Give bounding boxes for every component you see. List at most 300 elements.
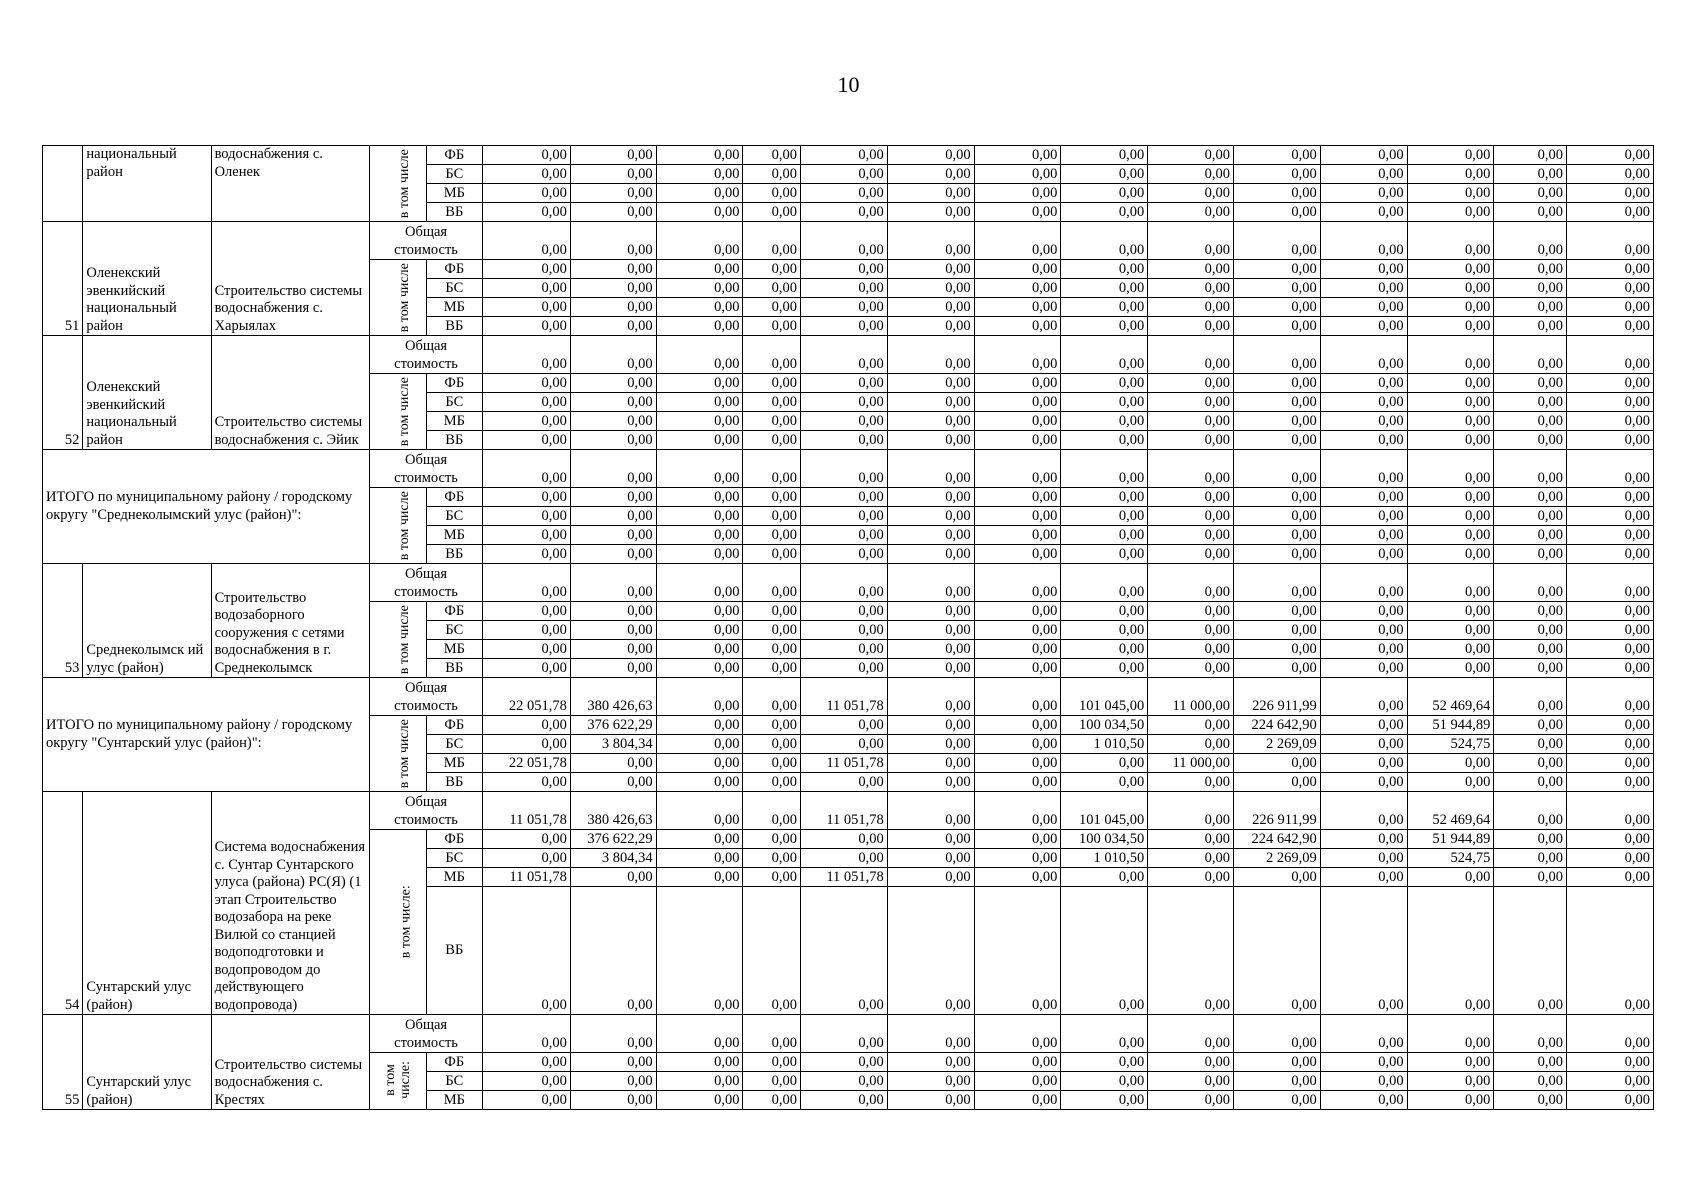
value-cell: 0,00	[1567, 1091, 1654, 1110]
value-cell: 0,00	[1061, 393, 1148, 412]
value-cell: 0,00	[801, 298, 888, 317]
row-number: 54	[43, 792, 83, 1015]
value-cell: 0,00	[1320, 317, 1407, 336]
object-name: водоснабжения с. Оленек	[211, 146, 369, 222]
value-cell: 0,00	[1061, 1015, 1148, 1053]
value-cell: 0,00	[1148, 621, 1234, 640]
value-cell: 0,00	[656, 488, 743, 507]
value-cell: 0,00	[1407, 222, 1494, 260]
value-cell: 0,00	[887, 868, 974, 887]
value-cell: 0,00	[1148, 1053, 1234, 1072]
value-cell: 0,00	[887, 336, 974, 374]
in-total-text: в том числе:	[398, 885, 414, 959]
value-cell: 0,00	[801, 621, 888, 640]
value-cell: 0,00	[1148, 222, 1234, 260]
value-cell: 0,00	[1233, 621, 1320, 640]
value-cell: 0,00	[570, 545, 656, 564]
object-name: Система водоснабжения с. Сунтар Сунтарского улуса (района) РС(Я) (1 этап Строительство водозабора на реке Вилюй со станцией водоподготовки и водопроводом до действующего водопровода)	[211, 792, 369, 1015]
value-cell: 0,00	[801, 336, 888, 374]
value-cell: 0,00	[1320, 279, 1407, 298]
value-cell: 0,00	[570, 1053, 656, 1072]
value-cell: 0,00	[1494, 621, 1567, 640]
row-number: 55	[43, 1015, 83, 1110]
value-cell: 0,00	[1494, 545, 1567, 564]
value-cell: 0,00	[743, 773, 801, 792]
value-cell: 0,00	[1494, 393, 1567, 412]
value-cell: 0,00	[1567, 526, 1654, 545]
value-cell: 0,00	[656, 298, 743, 317]
value-cell: 0,00	[570, 450, 656, 488]
value-cell: 0,00	[1148, 393, 1234, 412]
value-cell: 0,00	[1494, 849, 1567, 868]
value-cell: 0,00	[1233, 564, 1320, 602]
value-cell: 0,00	[483, 640, 571, 659]
value-cell: 0,00	[483, 203, 571, 222]
value-cell: 226 911,99	[1233, 792, 1320, 830]
value-cell: 0,00	[1320, 754, 1407, 773]
value-cell: 0,00	[1233, 887, 1320, 1015]
value-cell: 0,00	[656, 431, 743, 450]
value-cell: 0,00	[974, 564, 1061, 602]
in-total-label	[370, 488, 427, 564]
value-cell: 0,00	[1567, 602, 1654, 621]
value-cell: 0,00	[1494, 1091, 1567, 1110]
value-cell: 0,00	[570, 564, 656, 602]
value-cell: 0,00	[1320, 260, 1407, 279]
value-cell: 0,00	[570, 412, 656, 431]
value-cell: 0,00	[974, 336, 1061, 374]
value-cell: 0,00	[1148, 507, 1234, 526]
value-cell: 0,00	[1407, 868, 1494, 887]
value-cell: 0,00	[1148, 1091, 1234, 1110]
common-cost-label: Общая стоимость	[370, 336, 483, 374]
value-cell: 0,00	[656, 222, 743, 260]
value-cell: 0,00	[1567, 260, 1654, 279]
value-cell: 0,00	[743, 659, 801, 678]
value-cell: 0,00	[1148, 184, 1234, 203]
value-cell: 0,00	[1494, 735, 1567, 754]
value-cell: 0,00	[1061, 507, 1148, 526]
fund-code: ФБ	[426, 146, 483, 165]
value-cell: 0,00	[1061, 279, 1148, 298]
value-cell: 0,00	[801, 1015, 888, 1053]
value-cell: 0,00	[1061, 526, 1148, 545]
value-cell: 0,00	[801, 659, 888, 678]
value-cell: 0,00	[887, 735, 974, 754]
value-cell: 0,00	[1567, 450, 1654, 488]
value-cell: 0,00	[1407, 754, 1494, 773]
value-cell: 0,00	[1233, 526, 1320, 545]
value-cell: 0,00	[1148, 488, 1234, 507]
district-name: Оленекский эвенкийский национальный район	[83, 336, 211, 450]
value-cell: 0,00	[743, 887, 801, 1015]
fund-code: БС	[426, 507, 483, 526]
value-cell: 0,00	[887, 1015, 974, 1053]
value-cell: 0,00	[887, 716, 974, 735]
object-name: Строительство системы водоснабжения с. Харыялах	[211, 222, 369, 336]
value-cell: 0,00	[1494, 412, 1567, 431]
value-cell: 0,00	[1320, 431, 1407, 450]
value-cell: 0,00	[570, 868, 656, 887]
value-cell: 0,00	[656, 868, 743, 887]
value-cell: 0,00	[1567, 640, 1654, 659]
fund-code: МБ	[426, 754, 483, 773]
value-cell: 0,00	[1567, 488, 1654, 507]
value-cell: 0,00	[974, 830, 1061, 849]
value-cell: 0,00	[743, 260, 801, 279]
value-cell: 0,00	[1494, 336, 1567, 374]
fund-code: БС	[426, 849, 483, 868]
value-cell: 0,00	[743, 640, 801, 659]
page-number: 10	[837, 72, 860, 97]
row-number: 53	[43, 564, 83, 678]
value-cell: 0,00	[1494, 1053, 1567, 1072]
value-cell: 0,00	[1407, 336, 1494, 374]
value-cell: 0,00	[801, 450, 888, 488]
value-cell: 0,00	[1494, 260, 1567, 279]
value-cell: 0,00	[1233, 279, 1320, 298]
value-cell: 3 804,34	[570, 735, 656, 754]
value-cell: 0,00	[483, 431, 571, 450]
value-cell: 0,00	[1148, 1015, 1234, 1053]
value-cell: 0,00	[1148, 868, 1234, 887]
value-cell: 0,00	[887, 1072, 974, 1091]
value-cell: 0,00	[974, 488, 1061, 507]
value-cell: 0,00	[743, 279, 801, 298]
value-cell: 0,00	[1061, 1053, 1148, 1072]
fund-code: БС	[426, 279, 483, 298]
value-cell: 0,00	[887, 526, 974, 545]
value-cell: 0,00	[483, 488, 571, 507]
value-cell: 0,00	[743, 431, 801, 450]
value-cell: 0,00	[656, 336, 743, 374]
fund-code: ВБ	[426, 203, 483, 222]
value-cell: 0,00	[1148, 146, 1234, 165]
value-cell: 224 642,90	[1233, 716, 1320, 735]
value-cell: 0,00	[801, 279, 888, 298]
value-cell: 0,00	[570, 222, 656, 260]
value-cell: 0,00	[1567, 868, 1654, 887]
value-cell: 100 034,50	[1061, 830, 1148, 849]
value-cell: 0,00	[656, 374, 743, 393]
value-cell: 0,00	[801, 203, 888, 222]
value-cell: 0,00	[1320, 602, 1407, 621]
value-cell: 0,00	[656, 146, 743, 165]
value-cell: 11 051,78	[483, 792, 571, 830]
value-cell: 0,00	[1494, 374, 1567, 393]
value-cell: 0,00	[887, 431, 974, 450]
value-cell: 0,00	[1567, 754, 1654, 773]
value-cell: 0,00	[1320, 1015, 1407, 1053]
value-cell: 0,00	[1148, 830, 1234, 849]
value-cell: 11 000,00	[1148, 678, 1234, 716]
value-cell: 0,00	[801, 716, 888, 735]
value-cell: 0,00	[1567, 279, 1654, 298]
value-cell: 0,00	[1407, 165, 1494, 184]
in-total-text: в том числе	[396, 376, 412, 447]
value-cell: 0,00	[887, 754, 974, 773]
value-cell: 0,00	[570, 1091, 656, 1110]
value-cell: 0,00	[743, 203, 801, 222]
value-cell: 0,00	[974, 602, 1061, 621]
value-cell: 0,00	[974, 621, 1061, 640]
value-cell: 0,00	[1061, 887, 1148, 1015]
object-name: Строительство водозаборного сооружения с сетями водоснабжения в г. Среднеколымск	[211, 564, 369, 678]
value-cell: 0,00	[1494, 640, 1567, 659]
value-cell: 100 034,50	[1061, 716, 1148, 735]
district-name: Среднеколымск ий улус (район)	[83, 564, 211, 678]
value-cell: 0,00	[1061, 564, 1148, 602]
value-cell: 0,00	[483, 393, 571, 412]
value-cell: 0,00	[1567, 184, 1654, 203]
value-cell: 0,00	[656, 1091, 743, 1110]
value-cell: 0,00	[1061, 317, 1148, 336]
value-cell: 0,00	[743, 450, 801, 488]
value-cell: 101 045,00	[1061, 792, 1148, 830]
value-cell: 0,00	[570, 203, 656, 222]
value-cell: 0,00	[1233, 773, 1320, 792]
common-cost-label: Общая стоимость	[370, 678, 483, 716]
value-cell: 0,00	[1061, 621, 1148, 640]
value-cell: 0,00	[743, 222, 801, 260]
value-cell: 0,00	[1061, 602, 1148, 621]
value-cell: 0,00	[1567, 659, 1654, 678]
value-cell: 0,00	[1233, 222, 1320, 260]
value-cell: 0,00	[887, 1053, 974, 1072]
value-cell: 0,00	[1320, 621, 1407, 640]
value-cell: 0,00	[1148, 526, 1234, 545]
value-cell: 0,00	[1567, 412, 1654, 431]
value-cell: 0,00	[887, 488, 974, 507]
value-cell: 0,00	[1494, 716, 1567, 735]
fund-code: ВБ	[426, 887, 483, 1015]
value-cell: 0,00	[1567, 545, 1654, 564]
value-cell: 0,00	[1567, 146, 1654, 165]
value-cell: 0,00	[656, 279, 743, 298]
value-cell: 0,00	[801, 222, 888, 260]
value-cell: 52 469,64	[1407, 792, 1494, 830]
value-cell: 0,00	[1233, 1015, 1320, 1053]
row-number	[43, 146, 83, 222]
value-cell: 0,00	[1494, 317, 1567, 336]
value-cell: 0,00	[656, 1053, 743, 1072]
in-total-text: в том числе	[396, 148, 412, 219]
fund-code: ФБ	[426, 602, 483, 621]
fund-code: ВБ	[426, 431, 483, 450]
value-cell: 0,00	[743, 298, 801, 317]
value-cell: 0,00	[1233, 659, 1320, 678]
fund-code: МБ	[426, 1091, 483, 1110]
value-cell: 0,00	[570, 488, 656, 507]
value-cell: 0,00	[801, 488, 888, 507]
value-cell: 0,00	[974, 412, 1061, 431]
value-cell: 0,00	[1233, 336, 1320, 374]
value-cell: 0,00	[1407, 773, 1494, 792]
value-cell: 0,00	[887, 849, 974, 868]
value-cell: 0,00	[1148, 640, 1234, 659]
value-cell: 0,00	[887, 146, 974, 165]
value-cell: 0,00	[743, 165, 801, 184]
value-cell: 52 469,64	[1407, 678, 1494, 716]
value-cell: 0,00	[483, 545, 571, 564]
value-cell: 0,00	[483, 507, 571, 526]
value-cell: 0,00	[1567, 393, 1654, 412]
value-cell: 0,00	[483, 450, 571, 488]
common-cost-label: Общая стоимость	[370, 792, 483, 830]
value-cell: 0,00	[887, 564, 974, 602]
value-cell: 0,00	[1061, 165, 1148, 184]
value-cell: 0,00	[483, 146, 571, 165]
value-cell: 0,00	[656, 887, 743, 1015]
table-row	[43, 336, 1654, 374]
fund-code: БС	[426, 735, 483, 754]
value-cell: 0,00	[1061, 412, 1148, 431]
value-cell: 0,00	[887, 773, 974, 792]
value-cell: 0,00	[483, 830, 571, 849]
value-cell: 0,00	[1233, 165, 1320, 184]
value-cell: 0,00	[974, 640, 1061, 659]
value-cell: 0,00	[1320, 374, 1407, 393]
value-cell: 0,00	[1567, 336, 1654, 374]
value-cell: 0,00	[1233, 640, 1320, 659]
value-cell: 0,00	[974, 754, 1061, 773]
value-cell: 0,00	[1320, 735, 1407, 754]
value-cell: 0,00	[887, 830, 974, 849]
value-cell: 0,00	[1061, 754, 1148, 773]
value-cell: 0,00	[656, 1015, 743, 1053]
fund-code: БС	[426, 393, 483, 412]
value-cell: 0,00	[743, 393, 801, 412]
value-cell: 0,00	[1567, 621, 1654, 640]
value-cell: 0,00	[743, 507, 801, 526]
value-cell: 0,00	[974, 431, 1061, 450]
value-cell: 0,00	[801, 830, 888, 849]
value-cell: 0,00	[1407, 450, 1494, 488]
value-cell: 0,00	[656, 507, 743, 526]
value-cell: 0,00	[483, 887, 571, 1015]
value-cell: 0,00	[1233, 260, 1320, 279]
value-cell: 0,00	[1233, 1091, 1320, 1110]
value-cell: 0,00	[743, 184, 801, 203]
value-cell: 524,75	[1407, 735, 1494, 754]
value-cell: 376 622,29	[570, 716, 656, 735]
value-cell: 11 051,78	[483, 868, 571, 887]
value-cell: 0,00	[1148, 773, 1234, 792]
value-cell: 0,00	[1494, 450, 1567, 488]
value-cell: 0,00	[743, 336, 801, 374]
value-cell: 0,00	[483, 1091, 571, 1110]
value-cell: 0,00	[1407, 1015, 1494, 1053]
value-cell: 0,00	[1148, 849, 1234, 868]
fund-code: МБ	[426, 184, 483, 203]
value-cell: 0,00	[1148, 412, 1234, 431]
value-cell: 0,00	[483, 412, 571, 431]
value-cell: 0,00	[1567, 887, 1654, 1015]
in-total-label	[370, 260, 427, 336]
value-cell: 0,00	[974, 184, 1061, 203]
value-cell: 0,00	[887, 678, 974, 716]
value-cell: 0,00	[743, 678, 801, 716]
value-cell: 0,00	[483, 659, 571, 678]
value-cell: 0,00	[974, 678, 1061, 716]
fund-code: ФБ	[426, 374, 483, 393]
value-cell: 226 911,99	[1233, 678, 1320, 716]
value-cell: 0,00	[656, 640, 743, 659]
fund-code: БС	[426, 621, 483, 640]
value-cell: 0,00	[656, 260, 743, 279]
value-cell: 0,00	[1233, 412, 1320, 431]
table-row	[43, 146, 1654, 165]
value-cell: 22 051,78	[483, 678, 571, 716]
value-cell: 0,00	[1148, 260, 1234, 279]
fund-code: МБ	[426, 640, 483, 659]
value-cell: 0,00	[1407, 659, 1494, 678]
value-cell: 0,00	[1407, 545, 1494, 564]
fund-code: ФБ	[426, 488, 483, 507]
table-row	[43, 564, 1654, 602]
value-cell: 0,00	[1407, 203, 1494, 222]
value-cell: 0,00	[1567, 1053, 1654, 1072]
value-cell: 0,00	[887, 450, 974, 488]
value-cell: 0,00	[483, 260, 571, 279]
value-cell: 0,00	[483, 222, 571, 260]
value-cell: 0,00	[1148, 716, 1234, 735]
value-cell: 11 051,78	[801, 792, 888, 830]
value-cell: 0,00	[1494, 1015, 1567, 1053]
value-cell: 0,00	[483, 317, 571, 336]
value-cell: 0,00	[1567, 716, 1654, 735]
value-cell: 0,00	[1233, 545, 1320, 564]
value-cell: 0,00	[1320, 526, 1407, 545]
value-cell: 0,00	[1061, 488, 1148, 507]
value-cell: 0,00	[656, 716, 743, 735]
value-cell: 0,00	[1320, 773, 1407, 792]
value-cell: 0,00	[974, 393, 1061, 412]
value-cell: 0,00	[743, 488, 801, 507]
value-cell: 0,00	[1320, 716, 1407, 735]
value-cell: 0,00	[570, 317, 656, 336]
value-cell: 0,00	[1494, 184, 1567, 203]
value-cell: 0,00	[1407, 507, 1494, 526]
district-name: Сунтарский улус (район)	[83, 792, 211, 1015]
value-cell: 0,00	[1320, 393, 1407, 412]
value-cell: 0,00	[887, 640, 974, 659]
value-cell: 2 269,09	[1233, 849, 1320, 868]
fund-code: ФБ	[426, 260, 483, 279]
value-cell: 0,00	[1233, 431, 1320, 450]
value-cell: 0,00	[1148, 659, 1234, 678]
value-cell: 0,00	[1494, 773, 1567, 792]
value-cell: 0,00	[656, 678, 743, 716]
value-cell: 0,00	[1061, 374, 1148, 393]
value-cell: 0,00	[1320, 564, 1407, 602]
object-name: Строительство системы водоснабжения с. Эйик	[211, 336, 369, 450]
fund-code: ВБ	[426, 317, 483, 336]
value-cell: 11 051,78	[801, 868, 888, 887]
value-cell: 0,00	[1061, 640, 1148, 659]
in-total-label	[370, 374, 427, 450]
value-cell: 0,00	[974, 773, 1061, 792]
value-cell: 0,00	[1407, 146, 1494, 165]
value-cell: 0,00	[1061, 184, 1148, 203]
value-cell: 0,00	[743, 545, 801, 564]
value-cell: 0,00	[1320, 792, 1407, 830]
value-cell: 0,00	[1061, 431, 1148, 450]
value-cell: 0,00	[570, 336, 656, 374]
value-cell: 0,00	[570, 431, 656, 450]
value-cell: 0,00	[483, 735, 571, 754]
value-cell: 0,00	[656, 412, 743, 431]
